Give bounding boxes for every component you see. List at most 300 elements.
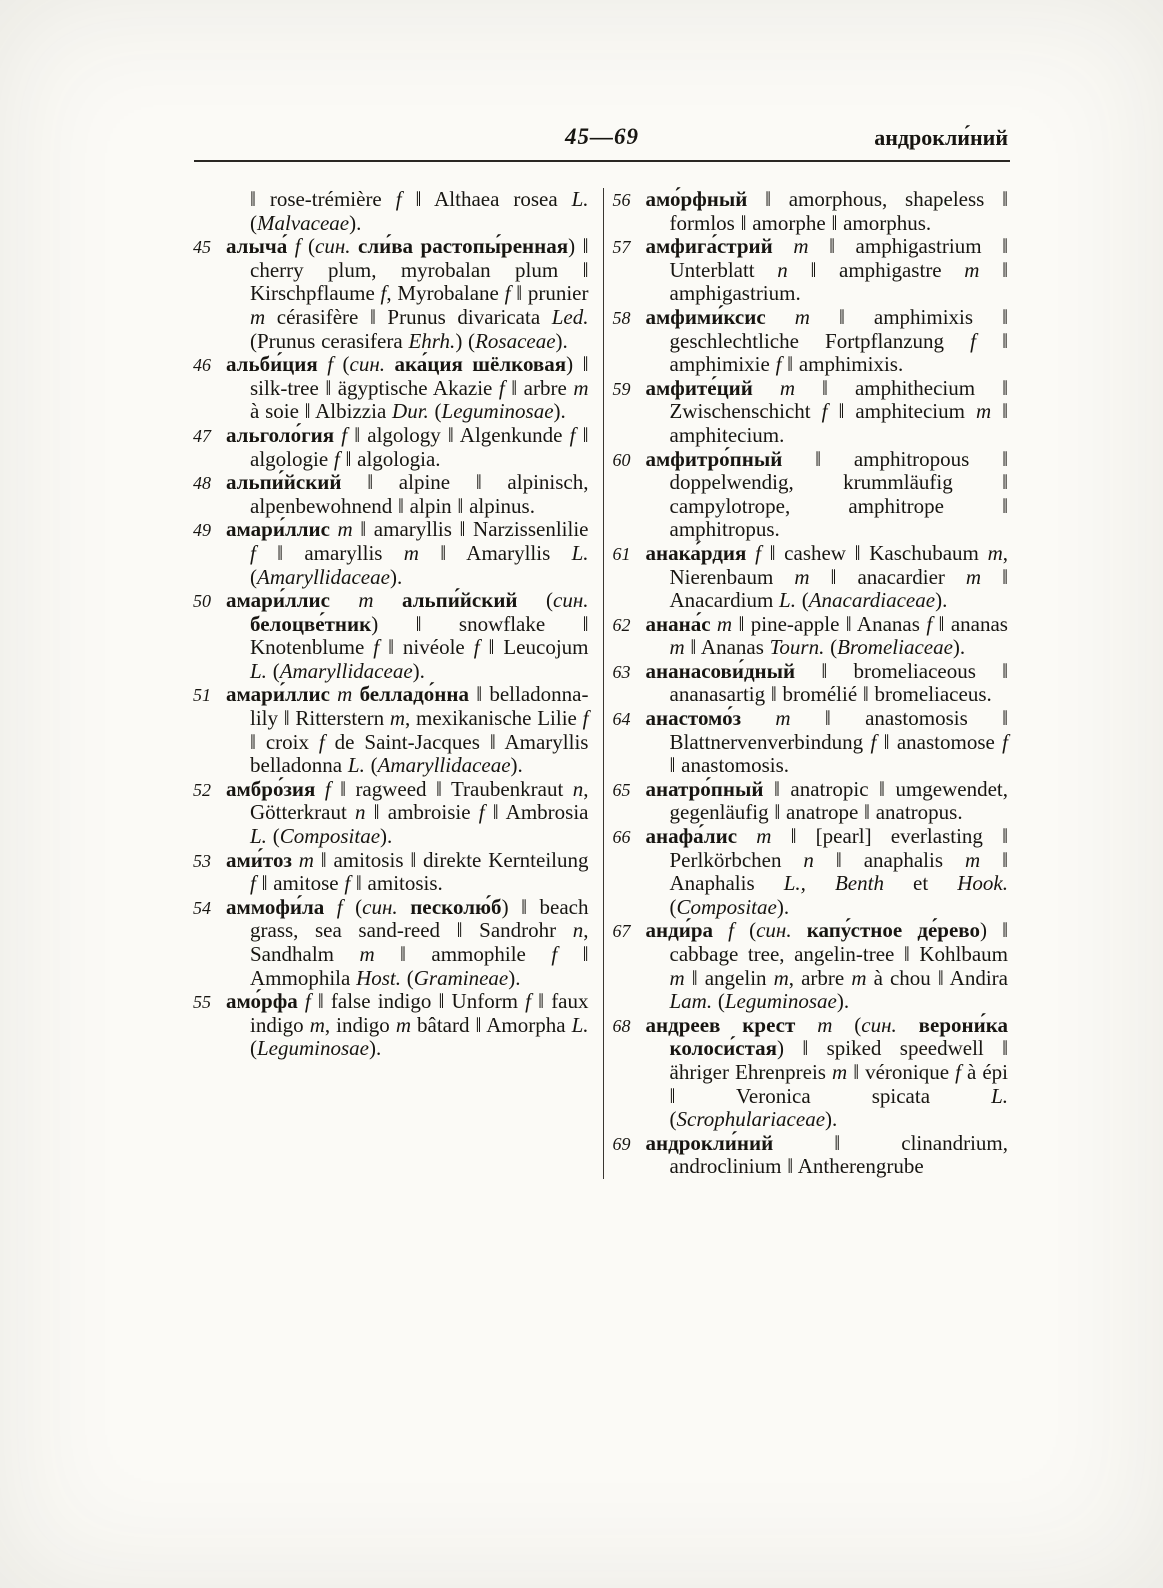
entry-number: 51: [193, 685, 211, 706]
entry-text-segment: ‖ belladonna-lily ‖ Ritterstern: [250, 682, 589, 731]
entry-text-segment: ‖ amphimixis.: [787, 352, 904, 377]
entry-text-segment: m: [964, 847, 1003, 872]
entry-text-segment: n: [572, 918, 584, 943]
entry-text-segment: ‖ bromeliaceous ‖ ananasartig ‖ bromélié ‖ bromeliaceus.: [669, 658, 1008, 707]
dictionary-entry-58: [612, 304, 1009, 377]
entry-text-segment: Scrophulariaceae: [676, 1107, 826, 1132]
entry-text-segment: ами́тоз: [226, 847, 299, 872]
entry-text-segment: ‖ amphitropous ‖ doppelwendig, krummläufig ‖ campylotrope, amphitrope ‖ amphitropus.: [669, 446, 1008, 542]
dictionary-entry-65: [612, 776, 1009, 825]
entry-text-segment: анди́ра: [645, 918, 729, 943]
entry-text-segment: аммофи́ла: [226, 894, 337, 919]
dictionary-entry-64: [612, 706, 1009, 778]
dictionary-entry-57: [612, 234, 1009, 306]
entry-text-segment: (: [749, 918, 757, 943]
entry-number: 53: [193, 850, 211, 871]
entry-text-segment: альби́ция: [226, 352, 328, 377]
entry-text-segment: Leguminosae: [441, 399, 554, 424]
entry-text-segment: f: [324, 776, 341, 801]
entry-text-segment: ‖ nivéole: [388, 635, 474, 660]
entry-text-segment: ‖ amorphous, shapeless ‖ formlos ‖ amorphe ‖ amorphus.: [669, 187, 1008, 235]
entry-text-segment: амо́рфа: [226, 989, 305, 1014]
dictionary-entry-69: [612, 1130, 1009, 1179]
entry-text-segment: ) ‖ spiked speedwell ‖ ähriger Ehrenpreis: [669, 1036, 1008, 1084]
entry-text-segment: амари́ллис: [226, 682, 338, 707]
entry-text-segment: (: [272, 658, 280, 683]
entry-text-segment: Malvaceae: [257, 210, 350, 235]
entry-text-segment: f: [582, 706, 589, 731]
entry-text-segment: андреев крест: [645, 1012, 818, 1037]
entry-text-segment: ‖ [pearl] everlasting ‖ Perlkörbchen: [669, 824, 1008, 872]
entry-text-segment: Led.: [551, 304, 589, 329]
entry-text-segment: f: [569, 422, 583, 447]
entry-text-segment: ‖ anatropic ‖ umgewendet, gegenläufig ‖ anatrope ‖ anatropus.: [669, 776, 1008, 825]
entry-text-segment: анафа́лис: [645, 824, 757, 849]
entry-text-segment: анатро́пный: [645, 776, 775, 801]
entry-text-segment: f: [1002, 729, 1008, 754]
entry-text-segment: m: [358, 588, 403, 613]
entry-text-segment: L.: [991, 1083, 1008, 1108]
entry-text-segment: f: [821, 399, 839, 424]
entry-text-segment: m: [298, 847, 321, 872]
entry-text-segment: ‖ arbre: [511, 375, 574, 400]
dictionary-entry-60: [612, 446, 1009, 542]
entry-text-segment: (: [830, 635, 838, 660]
entry-text-segment: , Götterkraut: [250, 776, 589, 825]
entry-text-segment: ‖ amphithecium ‖ Zwischenschicht: [669, 375, 1008, 424]
entry-text-segment: Leguminosae: [257, 1036, 369, 1061]
entry-text-segment: n: [572, 776, 584, 801]
entry-text-segment: L., Benth: [783, 871, 914, 896]
entry-text-segment: f: [336, 894, 356, 919]
entry-text-segment: à épi ‖ Veronica spicata: [669, 1059, 1008, 1108]
entry-text-segment: L.: [779, 588, 802, 613]
entry-text-segment: f: [498, 375, 512, 400]
entry-text-segment: Rosaceae: [475, 328, 556, 353]
entry-text-segment: f: [473, 635, 489, 660]
dictionary-entry-62: [612, 611, 1009, 660]
entry-text-segment: m: [716, 611, 739, 636]
entry-text-segment: m: [337, 682, 360, 707]
entry-text-segment: m: [817, 1012, 855, 1037]
entry-text-segment: m: [851, 965, 874, 990]
entry-text-segment: ‖ ammophile: [400, 942, 552, 966]
entry-text-segment: ).: [349, 210, 362, 235]
entry-text-segment: m: [669, 635, 691, 660]
entry-text-segment: амбро́зия: [226, 776, 325, 801]
entry-text-segment: ).: [553, 399, 566, 424]
entry-text-segment: L.: [250, 658, 273, 683]
dictionary-columns: [194, 188, 1010, 1179]
entry-text-segment: m: [779, 375, 823, 400]
entry-text-segment: Dur.: [392, 399, 435, 424]
dictionary-entry-49: [193, 517, 589, 589]
entry-text-segment: ) ‖ silk-tree ‖ ägyptische Akazie: [250, 352, 589, 400]
entry-text-segment: f: [327, 352, 343, 377]
entry-text-segment: (: [370, 753, 378, 778]
entry-text-segment: альголо́гия: [226, 422, 342, 447]
dictionary-entry-51: [193, 682, 589, 778]
entry-text-segment: ‖ anacardier: [830, 564, 966, 589]
entry-text-segment: f: [551, 942, 583, 966]
entry-text-segment: n: [354, 800, 374, 825]
entry-text-segment: , arbre: [788, 965, 852, 990]
entry-text-segment: ‖ algology ‖ Algenkunde: [354, 422, 570, 447]
entry-text-segment: m: [309, 1012, 325, 1037]
entry-text-segment: син.: [349, 352, 395, 377]
entry-number: 58: [612, 307, 631, 328]
entry-text-segment: ).: [952, 635, 966, 660]
header-rule: [194, 160, 1010, 162]
entry-text-segment: ‖ algologia.: [345, 446, 441, 471]
entry-text-segment: ‖ algologie: [250, 422, 589, 471]
entry-number: 69: [612, 1133, 631, 1154]
entry-text-segment: ‖ véronique: [853, 1059, 956, 1084]
entry-text-segment: f: [344, 871, 356, 896]
dictionary-entry-50: [193, 588, 589, 683]
page-header: [194, 122, 1010, 160]
dictionary-entry-59: [612, 375, 1009, 448]
entry-text-segment: ‖ amaryllis: [277, 540, 404, 565]
dictionary-entry-68: [612, 1012, 1009, 1132]
entry-text-segment: капу́стное де́рево: [806, 918, 980, 943]
entry-text-segment: f: [380, 281, 387, 306]
entry-text-segment: m: [395, 1012, 417, 1037]
entry-text-segment: син.: [861, 1012, 919, 1037]
entry-text-segment: n: [803, 847, 836, 872]
entry-text-segment: ‖ ananas: [938, 611, 1008, 636]
entry-text-segment: Hook.: [957, 871, 1008, 896]
entry-text-segment: сли́ва растопы́ренная: [358, 234, 569, 259]
entry-text-segment: син.: [756, 918, 807, 943]
entry-text-segment: ) ‖ cherry plum, myrobalan plum ‖ Kirschpflaume: [250, 234, 589, 306]
entry-text-segment: f: [341, 422, 355, 447]
entry-number: 60: [612, 449, 631, 470]
entry-text-segment: ‖ angelin: [691, 965, 774, 990]
entry-text-segment: m: [669, 965, 692, 990]
entry-text-segment: f: [318, 729, 335, 754]
entry-text-segment: ‖ amphigastre: [810, 257, 965, 282]
entry-text-segment: Amaryllidaceae: [257, 564, 390, 589]
entry-text-segment: ‖ pine-apple ‖ Ananas: [738, 611, 927, 636]
entry-text-segment: ) (: [455, 328, 476, 353]
entry-number: 45: [193, 237, 211, 258]
entry-text-segment: Lam.: [669, 989, 718, 1014]
entry-text-segment: f: [926, 611, 939, 636]
dictionary-entry-56: [612, 187, 1009, 235]
entry-text-segment: ‖ faux indigo: [250, 989, 589, 1037]
entry-text-segment: альпи́йский: [402, 588, 546, 613]
entry-text-segment: ).: [836, 989, 850, 1014]
entry-text-segment: альпи́йский: [226, 470, 368, 495]
entry-text-segment: ‖ clinandrium, androclinium ‖ Antherengrube: [669, 1130, 1008, 1179]
entry-text-segment: f: [395, 187, 416, 211]
entry-number: 49: [193, 520, 211, 541]
entry-text-segment: m: [794, 564, 831, 589]
entry-text-segment: L.: [571, 187, 589, 211]
entry-text-segment: ‖ Anacardium: [669, 564, 1009, 613]
entry-text-segment: Tourn.: [769, 635, 831, 660]
entry-text-segment: ‖ amphigastrium.: [669, 257, 1009, 306]
entry-number: 50: [193, 591, 211, 612]
entry-text-segment: ).: [935, 588, 948, 613]
entry-number: 55: [193, 992, 211, 1013]
entry-text-segment: Compositae: [676, 894, 777, 919]
entry-text-segment: m: [775, 706, 825, 731]
entry-number: 52: [193, 779, 211, 800]
entry-text-segment: m: [389, 706, 405, 731]
entry-text-segment: ) ‖ beach grass, sea sand-reed ‖ Sandrohr: [250, 894, 589, 943]
entry-text-segment: ) ‖ cabbage tree, angelin-tree ‖ Kohlbaum: [669, 918, 1008, 966]
left-column: [194, 188, 603, 1179]
entry-text-segment: bâtard ‖ Amorpha: [417, 1012, 572, 1037]
entry-text-segment: ).: [369, 1036, 382, 1061]
entry-text-segment: , Myrobalane: [386, 281, 505, 306]
entry-text-segment: f: [304, 989, 318, 1014]
dictionary-entry-61: [612, 540, 1009, 613]
guide-word: андрокли́ний: [874, 125, 1008, 150]
entry-text-segment: f: [333, 446, 346, 471]
entry-text-segment: амфига́стрий: [645, 234, 794, 259]
entry-text-segment: (: [406, 965, 414, 990]
dictionary-entry-46: [193, 352, 589, 424]
entry-text-segment: андрокли́ний: [645, 1130, 835, 1155]
entry-number: 56: [612, 190, 631, 210]
entry-text-segment: ‖ anastomosis ‖ Blattnervenverbindung: [669, 706, 1008, 754]
entry-text-segment: f: [775, 352, 788, 377]
entry-text-segment: ).: [825, 1107, 838, 1132]
entry-text-segment: (: [801, 588, 809, 613]
entry-text-segment: ).: [380, 824, 393, 849]
entry-text-segment: ).: [555, 328, 568, 353]
entry-text-segment: n: [777, 257, 811, 282]
entry-text-segment: ананасови́дный: [645, 658, 822, 683]
dictionary-entry-47: [193, 422, 589, 471]
entry-text-segment: (Prunus cerasifera: [250, 328, 409, 353]
dictionary-entry-66: [612, 824, 1009, 919]
dictionary-entry-48: [193, 470, 589, 518]
entry-text-segment: ‖ false indigo ‖ Unform: [317, 989, 526, 1014]
entry-text-segment: ‖ amphigastrium ‖ Unterblatt: [669, 234, 1008, 282]
entry-text-segment: m: [337, 517, 361, 542]
entry-text-segment: ‖ amitosis.: [355, 871, 443, 896]
entry-text-segment: ‖ rose-trémière: [250, 187, 396, 211]
entry-text-segment: L.: [347, 753, 371, 778]
entry-text-segment: L.: [571, 1012, 589, 1037]
entry-text-segment: f: [870, 729, 884, 754]
entry-text-segment: ‖ amitosis ‖ direkte Kernteilung: [320, 847, 589, 872]
entry-text-segment: ‖ ambroisie: [373, 800, 479, 825]
entry-text-segment: ‖ amphimixie: [669, 328, 1008, 377]
entry-text-segment: ‖ Amaryllis: [440, 540, 572, 565]
entry-text-segment: f: [294, 234, 309, 259]
entry-number: 62: [612, 614, 631, 635]
entry-text-segment: et: [913, 871, 958, 896]
entry-number: 46: [193, 355, 211, 376]
entry-number: 66: [612, 827, 631, 848]
entry-number: 48: [193, 473, 211, 494]
entry-text-segment: верони́ка колоси́стая: [669, 1012, 1008, 1061]
entry-text-segment: f: [970, 328, 1003, 353]
entry-text-segment: амо́рфный: [645, 187, 766, 211]
entry-text-segment: (: [308, 234, 316, 259]
dictionary-entry-45: [193, 234, 589, 353]
entry-text-segment: ‖ Anaphalis: [669, 847, 1009, 896]
entry-text-segment: de Saint-Jacques ‖ Amaryllis belladonna: [250, 729, 589, 778]
entry-text-segment: ).: [508, 965, 521, 990]
entry-text-segment: à chou ‖ Andira: [873, 965, 1008, 990]
entry-text-segment: f: [250, 871, 262, 896]
entry-text-segment: (: [854, 1012, 862, 1037]
entry-text-segment: Bromeliaceae: [837, 635, 953, 660]
entry-text-segment: m: [987, 540, 1003, 565]
entry-text-segment: амфитро́пный: [645, 446, 816, 471]
entry-text-segment: (: [342, 352, 350, 377]
page-range: 45—69: [565, 124, 639, 149]
entry-text-segment: белоцве́тник: [250, 611, 372, 636]
dictionary-entry-55: [193, 989, 589, 1061]
entry-text-segment: ‖ Ananas: [690, 635, 770, 660]
entry-text-segment: ‖ Ambrosia: [492, 800, 589, 825]
entry-text-segment: ‖ alpine ‖ alpinisch, alpenbewohnend ‖ alpin ‖ alpinus.: [250, 470, 589, 518]
entry-text-segment: f: [373, 635, 389, 660]
entry-text-segment: ‖ anastomose: [883, 729, 1003, 754]
entry-text-segment: ‖ amitose: [261, 871, 345, 896]
entry-text-segment: ‖ amphitecium.: [669, 399, 1008, 447]
entry-text-segment: ‖ amphimixis ‖ geschlechtliche Fortpflanzung: [669, 304, 1008, 353]
entry-text-segment: f: [478, 800, 493, 825]
entry-text-segment: , Sandhalm: [250, 918, 589, 966]
entry-text-segment: (: [250, 1036, 257, 1061]
dictionary-entry-52: [193, 776, 589, 849]
entry-number: 65: [612, 779, 631, 800]
entry-text-segment: ).: [412, 658, 425, 683]
entry-text-segment: , mexikanische Lilie: [405, 706, 583, 731]
right-column: [604, 188, 1011, 1179]
entry-text-segment: ).: [389, 564, 403, 589]
entry-text-segment: ‖ anastomosis.: [669, 753, 790, 778]
entry-number: 59: [612, 378, 631, 399]
entry-text-segment: алыча́: [226, 234, 295, 259]
entry-text-segment: (: [355, 894, 363, 919]
entry-number: 64: [612, 709, 631, 730]
entry-text-segment: (: [272, 824, 280, 849]
entry-text-segment: m: [964, 257, 1003, 282]
entry-text-segment: f: [755, 540, 770, 565]
page-content: [194, 122, 1010, 1179]
entry-text-segment: син.: [362, 894, 411, 919]
entry-text-segment: m: [359, 942, 401, 966]
entry-number: 61: [612, 543, 631, 564]
entry-text-segment: f: [504, 281, 517, 306]
entry-text-segment: m: [965, 564, 1003, 589]
entry-text-segment: Ehrh.: [408, 328, 456, 353]
entry-text-segment: син.: [553, 588, 589, 613]
entry-text-segment: cérasifère ‖ Prunus divaricata: [276, 304, 552, 329]
entry-text-segment: ‖ croix: [250, 729, 319, 754]
entry-text-segment: ) ‖ snowflake ‖ Knotenblume: [250, 611, 589, 660]
entry-text-segment: песколю́б: [410, 894, 502, 919]
entry-continuation: [226, 188, 589, 235]
entry-text-segment: m: [756, 824, 791, 849]
entry-text-segment: Host.: [356, 965, 407, 990]
entry-number: 63: [612, 661, 631, 682]
entry-text-segment: син.: [315, 234, 358, 259]
entry-text-segment: анана́с: [645, 611, 717, 636]
entry-text-segment: (: [669, 1107, 677, 1132]
entry-text-segment: ‖ prunier: [516, 281, 589, 306]
entry-text-segment: анастомо́з: [645, 706, 776, 731]
entry-number: 47: [193, 425, 211, 446]
entry-text-segment: m: [831, 1059, 854, 1084]
entry-text-segment: m: [975, 399, 1003, 424]
entry-text-segment: L.: [250, 824, 273, 849]
entry-text-segment: (: [546, 588, 553, 613]
dictionary-entry-63: [612, 658, 1009, 707]
entry-text-segment: f: [955, 1059, 967, 1084]
entry-text-segment: Gramineae: [413, 965, 509, 990]
entry-text-segment: à soie ‖ Albizzia: [250, 399, 393, 424]
entry-text-segment: , indigo: [324, 1012, 396, 1037]
entry-text-segment: амфите́ций: [645, 375, 780, 400]
entry-text-segment: ‖ amaryllis ‖ Narzissenlilie: [360, 517, 589, 542]
entry-text-segment: m: [250, 304, 277, 329]
entry-text-segment: ‖ Ammophila: [250, 942, 589, 990]
entry-text-segment: ).: [510, 753, 523, 778]
entry-text-segment: Anacardiaceae: [808, 588, 936, 613]
entry-text-segment: m: [573, 375, 589, 400]
entry-text-segment: амари́ллис: [226, 517, 338, 542]
entry-text-segment: (: [717, 989, 725, 1014]
entry-number: 54: [193, 897, 211, 918]
entry-text-segment: , Nierenbaum: [669, 540, 1008, 589]
entry-text-segment: f: [250, 540, 278, 565]
entry-text-segment: (: [669, 894, 677, 919]
entry-text-segment: Leguminosae: [724, 989, 837, 1014]
entry-text-segment: (: [434, 399, 442, 424]
entry-text-segment: f: [728, 918, 750, 943]
entry-text-segment: ‖ ragweed ‖ Traubenkraut: [340, 776, 573, 801]
entry-text-segment: m: [403, 540, 441, 565]
entry-text-segment: ‖ anaphalis: [835, 847, 965, 872]
entry-text-segment: f: [525, 989, 539, 1014]
entry-text-segment: белладо́нна: [359, 682, 477, 707]
entry-text-segment: (: [250, 564, 257, 589]
entry-number: 68: [612, 1015, 631, 1036]
entry-text-segment: ‖ Althaea rosea: [415, 187, 572, 211]
entry-text-segment: L.: [571, 540, 589, 565]
entry-text-segment: амари́ллис: [226, 588, 359, 613]
entry-text-segment: анака́рдия: [645, 540, 756, 565]
entry-text-segment: ‖ Leucojum: [488, 635, 589, 660]
entry-number: 67: [612, 921, 631, 942]
entry-text-segment: Amaryllidaceae: [377, 753, 511, 778]
entry-text-segment: ака́ция шёлковая: [394, 352, 567, 377]
entry-text-segment: амфими́ксис: [645, 304, 795, 329]
entry-text-segment: Amaryllidaceae: [279, 658, 413, 683]
entry-text-segment: ‖ amphitecium: [838, 399, 976, 424]
dictionary-entry-67: [612, 918, 1009, 1014]
dictionary-entry-54: [193, 894, 589, 990]
entry-text-segment: m: [773, 965, 789, 990]
entry-text-segment: ).: [776, 894, 790, 919]
entry-number: 57: [612, 237, 631, 258]
entry-text-segment: Compositae: [279, 824, 381, 849]
entry-text-segment: m: [793, 234, 830, 259]
entry-text-segment: (: [250, 210, 257, 235]
dictionary-entry-53: [193, 847, 589, 896]
entry-text-segment: ‖ cashew ‖ Kaschubaum: [769, 540, 988, 565]
